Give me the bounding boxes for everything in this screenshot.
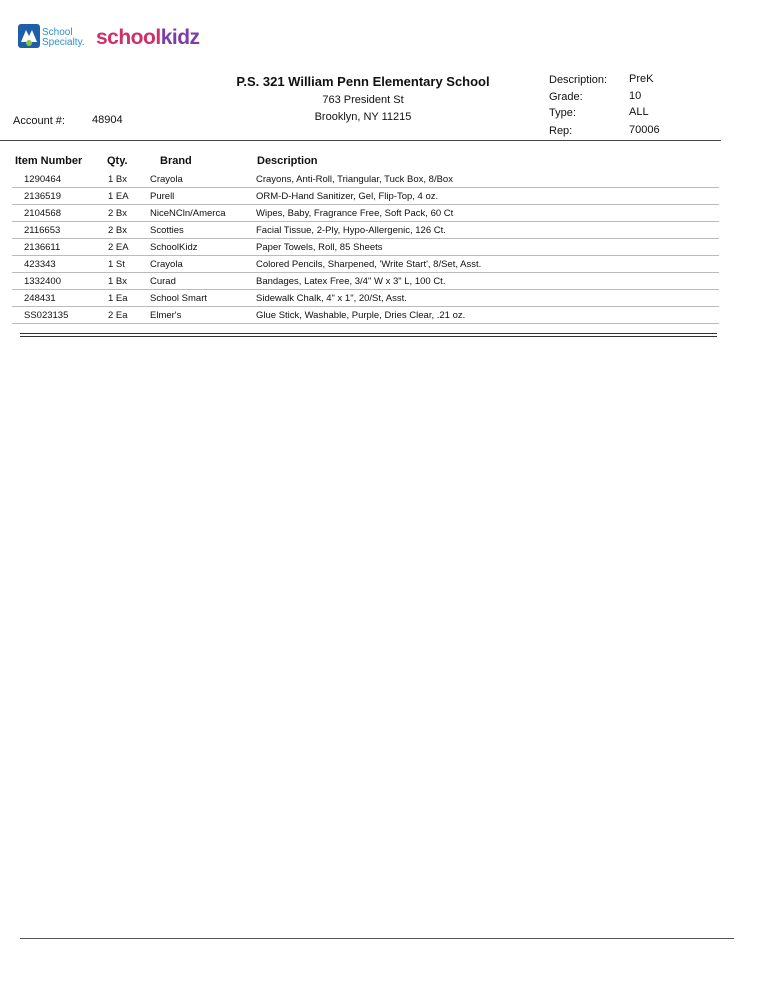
qty-cell: 2 Bx (108, 208, 128, 219)
grade-label: Grade: (549, 91, 583, 103)
table-row (12, 240, 719, 256)
description-cell: Wipes, Baby, Fragrance Free, Soft Pack, 60 Ct (256, 208, 454, 219)
table-row (12, 257, 719, 273)
type-value: ALL (629, 106, 649, 118)
item-number-cell: 1290464 (24, 174, 61, 185)
table-row (12, 291, 719, 307)
footer-divider (20, 938, 734, 939)
description-label: Description: (549, 74, 608, 86)
brand-cell: Curad (150, 276, 176, 287)
table-row (12, 172, 719, 188)
brand-cell: Elmer's (150, 310, 182, 321)
qty-cell: 1 Bx (108, 276, 128, 287)
description-cell: Colored Pencils, Sharpened, 'Write Start', 8/Set, Asst. (256, 259, 482, 270)
supply-table (12, 172, 719, 325)
table-row (12, 274, 719, 290)
item-number-cell: 2104568 (24, 208, 61, 219)
item-number-cell: 423343 (24, 259, 56, 270)
address-line-1: 763 President St (322, 94, 404, 106)
account-value: 48904 (92, 114, 123, 126)
qty-cell: 1 St (108, 259, 125, 270)
qty-cell: 1 EA (108, 191, 129, 202)
address-line-2: Brooklyn, NY 11215 (314, 111, 412, 123)
school-name: P.S. 321 William Penn Elementary School (236, 74, 490, 89)
qty-cell: 1 Ea (108, 293, 128, 304)
brand-cell: Crayola (150, 174, 183, 185)
table-row (12, 206, 719, 222)
description-value: PreK (629, 73, 654, 85)
table-end-double-rule (20, 333, 717, 337)
brand-cell: Crayola (150, 259, 183, 270)
item-number-cell: 2116653 (24, 225, 61, 236)
column-header-item-number: Item Number (15, 155, 83, 167)
column-header-description: Description (257, 155, 318, 167)
description-cell: ORM-D-Hand Sanitizer, Gel, Flip-Top, 4 oz. (256, 191, 439, 202)
header-divider (0, 140, 721, 141)
brand-cell: Scotties (150, 225, 184, 236)
item-number-cell: 2136611 (24, 242, 61, 253)
qty-cell: 2 Bx (108, 225, 128, 236)
type-label: Type: (549, 107, 576, 119)
description-cell: Facial Tissue, 2-Ply, Hypo-Allergenic, 126 Ct. (256, 225, 446, 236)
school-specialty-mark-icon (18, 24, 40, 48)
item-number-cell: SS023135 (24, 310, 69, 321)
rep-value: 70006 (629, 124, 660, 136)
table-row (12, 189, 719, 205)
brand-cell: School Smart (150, 293, 208, 304)
grade-value: 10 (629, 90, 642, 102)
item-number-cell: 2136519 (24, 191, 61, 202)
school-specialty-wordmark: School Specialty. (42, 27, 85, 48)
account-label: Account #: (13, 115, 65, 127)
item-number-cell: 248431 (24, 293, 56, 304)
brand-cell: NiceNCln/Amerca (150, 208, 226, 219)
description-cell: Crayons, Anti-Roll, Triangular, Tuck Box, 8/Box (256, 174, 453, 185)
description-cell: Glue Stick, Washable, Purple, Dries Clear, .21 oz. (256, 310, 466, 321)
column-header-brand: Brand (160, 155, 192, 167)
description-cell: Bandages, Latex Free, 3/4" W x 3" L, 100 Ct. (256, 276, 446, 287)
rep-label: Rep: (549, 125, 573, 137)
qty-cell: 1 Bx (108, 174, 128, 185)
description-cell: Sidewalk Chalk, 4" x 1", 20/St, Asst. (256, 293, 407, 304)
table-row (12, 308, 719, 324)
description-cell: Paper Towels, Roll, 85 Sheets (256, 242, 383, 253)
qty-cell: 2 EA (108, 242, 129, 253)
brand-cell: Purell (150, 191, 175, 202)
qty-cell: 2 Ea (108, 310, 128, 321)
brand-cell: SchoolKidz (150, 242, 198, 253)
item-number-cell: 1332400 (24, 276, 61, 287)
schoolkidz-logo: schoolkidz (96, 26, 200, 49)
column-header-qty: Qty. (107, 155, 128, 167)
table-row (12, 223, 719, 239)
